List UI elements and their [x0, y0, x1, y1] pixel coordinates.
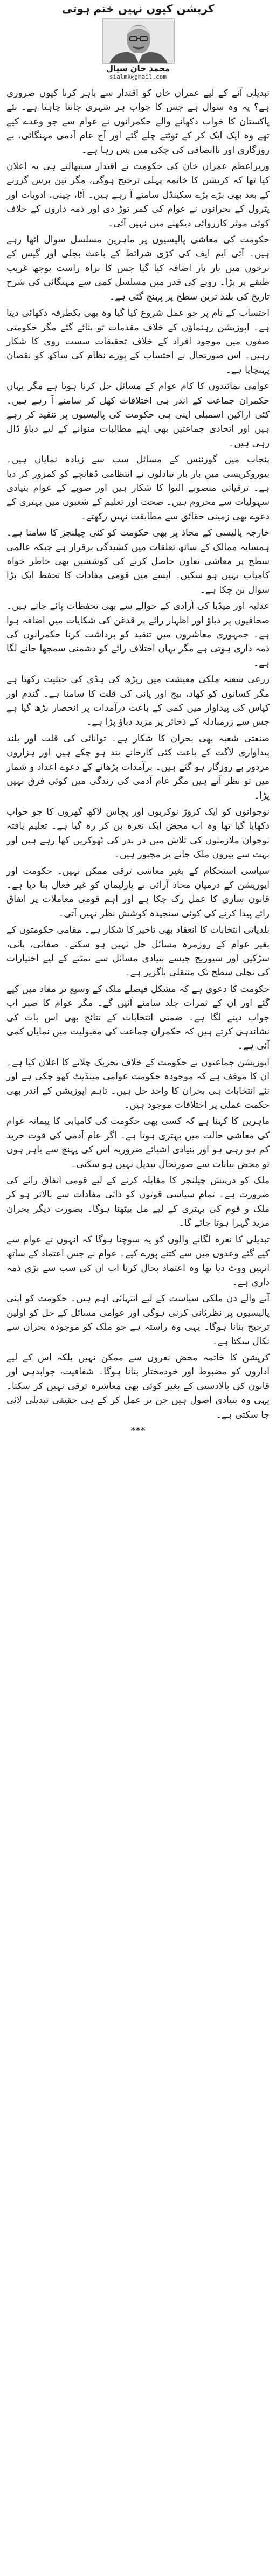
article-paragraph: زرعی شعبہ ملکی معیشت میں ریڑھ کی ہڈی کی حیثیت رکھتا ہے مگر کسانوں کو کھاد، بیج اور پانی کی قلت کا سامنا ہے۔ گندم اور کپاس کی پیداوار میں کمی کے باعث درآمدات پر انحصار بڑھ گیا ہے جس سے زرمبادلہ کے ذخائر پر مزید دباؤ پڑا ہے۔: [6, 674, 270, 728]
article-paragraph: کرپشن کا خاتمہ محض نعروں سے ممکن نہیں بلکہ اس کے لیے اداروں کو مضبوط اور خودمختار بنانا ہوگا۔ شفافیت، جوابدہی اور قانون کی بالادستی کے بغیر کوئی بھی معاشرہ ترقی نہیں کر سکتا۔ یہی وہ بنیادی اصول ہیں جن پر عمل کر کے ہی حقیقی تبدیلی لائی جا سکتی ہے۔: [6, 1352, 270, 1420]
article-paragraph: عوامی نمائندوں کا کام عوام کے مسائل حل کرنا ہوتا ہے مگر یہاں حکمران جماعت کے اندر ہی اختلافات کھل کر سامنے آ رہے ہیں۔ کئی اراکین اسمبلی اپنی ہی حکومت کی پالیسیوں پر تنقید کر رہے ہیں اور اتحادی جماعتیں بھی اپنے مطالبات منوانے کے لیے دباؤ ڈال رہی ہیں۔: [6, 381, 270, 449]
article-paragraph: تبدیلی کا نعرہ لگانے والوں کو یہ سوچنا ہوگا کہ انہوں نے عوام سے کیے گئے وعدوں میں سے کتنے پورے کیے۔ عوام نے جس اعتماد کے ساتھ انہیں ووٹ دیا تھا وہ اعتماد بحال کرنا اب ان کی سب سے بڑی ذمہ داری ہے۔: [6, 1234, 270, 1288]
column-title: کرپشن کیوں نہیں ختم ہوتی: [61, 2, 215, 15]
article-paragraph: حکومت کی معاشی پالیسیوں پر ماہرین مسلسل سوال اٹھا رہے ہیں۔ آئی ایم ایف کی کڑی شرائط کے باعث بجلی اور گیس کے نرخوں میں بار بار اضافہ کیا گیا جس کا براہ راست بوجھ غریب طبقے پر پڑا۔ روپے کی قدر میں مسلسل کمی سے مہنگائی کی شرح تاریخ کی بلند ترین سطح پر پہنچ گئی ہے۔: [6, 234, 270, 302]
article-paragraph: خارجہ پالیسی کے محاذ پر بھی حکومت کو کئی چیلنجز کا سامنا ہے۔ ہمسایہ ممالک کے ساتھ تعلقات میں کشیدگی برقرار ہے جبکہ عالمی سطح پر معاشی تعاون حاصل کرنے کی کوششیں بھی خاطر خواہ کامیاب نہیں ہو سکیں۔ ایسے میں قومی مفادات کا تحفظ ایک بڑا سوال بن چکا ہے۔: [6, 527, 270, 595]
end-mark: ***: [130, 1425, 146, 1436]
article-paragraph: اپوزیشن جماعتوں نے حکومت کے خلاف تحریک چلانے کا اعلان کیا ہے۔ ان کا موقف ہے کہ موجودہ حکومت عوامی مینڈیٹ کھو چکی ہے اور نئے انتخابات ہی بحران کا واحد حل ہیں۔ تاہم اپوزیشن کے اندر بھی حکمت عملی پر اختلافات موجود ہیں۔: [6, 1057, 270, 1111]
article-paragraph: وزیراعظم عمران خان کی حکومت نے اقتدار سنبھالتے ہی یہ اعلان کیا تھا کہ کرپشن کا خاتمہ پہلی ترجیح ہوگی، مگر تین برس گزرنے کے بعد بھی بڑے بڑے سکینڈل سامنے آ رہے ہیں۔ آٹا، چینی، ادویات اور پٹرول کے بحرانوں نے عوام کی کمر توڑ دی اور ذمہ داروں کے خلاف کوئی موثر کارروائی دیکھنے میں نہیں آئی۔: [6, 161, 270, 229]
author-name: محمد خان سیال: [106, 64, 170, 73]
author-portrait-image: [103, 19, 174, 63]
article-paragraph: تبدیلی آنے کے لیے عمران خان کو اقتدار سے باہر کرنا کیوں ضروری ہے؟ یہ وہ سوال ہے جس کا جواب ہر شہری جاننا چاہتا ہے۔ نئے پاکستان کا خواب دکھانے والے حکمرانوں نے عوام سے جو وعدے کیے تھے وہ ایک ایک کر کے ٹوٹتے چلے گئے اور آج عام آدمی مہنگائی، بے روزگاری اور ناانصافی کی چکی میں پس رہا ہے۔: [6, 88, 270, 156]
author-photo: [102, 18, 175, 64]
article-paragraph: نوجوانوں کو ایک کروڑ نوکریوں اور پچاس لاکھ گھروں کا جو خواب دکھایا گیا تھا وہ اب محض ایک نعرہ بن کر رہ گیا ہے۔ تعلیم یافتہ نوجوان ملازمتوں کی تلاش میں در بدر کی ٹھوکریں کھا رہے ہیں اور بہت سے بیرون ملک جانے پر مجبور ہیں۔: [6, 806, 270, 860]
article-paragraph: ماہرین کا کہنا ہے کہ کسی بھی حکومت کی کامیابی کا پیمانہ عوام کی معاشی حالت میں بہتری ہوتا ہے۔ اگر عام آدمی کی قوت خرید کم ہو رہی ہو اور بنیادی اشیائے ضروریہ اس کی پہنچ سے باہر ہوں تو محض بیانات سے صورتحال تبدیل نہیں ہو سکتی۔: [6, 1116, 270, 1170]
article-paragraph: آنے والے دن ملکی سیاست کے لیے انتہائی اہم ہیں۔ حکومت کو اپنی پالیسیوں پر نظرثانی کرنی ہوگی اور عوامی مسائل کے حل کو اولین ترجیح بنانا ہوگا۔ یہی وہ راستہ ہے جو ملک کو موجودہ بحران سے نکال سکتا ہے۔: [6, 1293, 270, 1347]
article-paragraph: حکومت کا دعویٰ ہے کہ مشکل فیصلے ملک کے وسیع تر مفاد میں کیے گئے اور ان کے ثمرات جلد سامنے آئیں گے۔ مگر عوام کا صبر اب جواب دینے لگا ہے۔ ضمنی انتخابات کے نتائج بھی اس بات کی نشاندہی کرتے ہیں کہ حکمران جماعت کی مقبولیت میں نمایاں کمی آئی ہے۔: [6, 983, 270, 1052]
article-paragraph: سیاسی استحکام کے بغیر معاشی ترقی ممکن نہیں۔ حکومت اور اپوزیشن کے درمیان محاذ آرائی نے پارلیمان کو غیر فعال بنا دیا ہے۔ قانون سازی کا عمل رک چکا ہے اور اہم قومی معاملات پر اتفاق رائے پیدا کرنے کی کوئی سنجیدہ کوشش نظر نہیں آتی۔: [6, 865, 270, 919]
article-paragraph: صنعتی شعبہ بھی بحران کا شکار ہے۔ توانائی کی قلت اور بلند پیداواری لاگت کے باعث کئی کارخانے بند ہو چکے ہیں اور ہزاروں مزدور بے روزگار ہو گئے ہیں۔ برآمدات بڑھانے کے دعوے اعداد و شمار میں تو نظر آتے ہیں مگر عام آدمی کی زندگی میں کوئی فرق نہیں پڑا۔: [6, 733, 270, 801]
author-email: sialmk@gmail.com: [109, 73, 167, 80]
article-paragraph: عدلیہ اور میڈیا کی آزادی کے حوالے سے بھی تحفظات پائے جاتے ہیں۔ صحافیوں پر دباؤ اور اظہار رائے پر قدغن کی شکایات میں اضافہ ہوا ہے۔ جمہوری معاشروں میں تنقید کو برداشت کرنا حکمرانوں کی ذمہ داری ہوتی ہے مگر یہاں اختلاف رائے کو دشمنی سمجھا جانے لگا ہے۔: [6, 601, 270, 669]
article-paragraph: پنجاب میں گورننس کے مسائل سب سے زیادہ نمایاں ہیں۔ بیوروکریسی میں بار بار تبادلوں نے انتظامی ڈھانچے کو کمزور کر دیا ہے۔ ترقیاتی منصوبے التوا کا شکار ہیں اور صوبے کے عوام بنیادی سہولیات سے محروم ہیں۔ صحت اور تعلیم کے شعبوں میں بہتری کے دعوے بھی زمینی حقائق سے مطابقت نہیں رکھتے۔: [6, 454, 270, 522]
column-header: [0, 0, 276, 81]
article-paragraph: احتساب کے نام پر جو عمل شروع کیا گیا وہ بھی یکطرفہ دکھائی دیتا ہے۔ اپوزیشن رہنماؤں کے خلاف مقدمات تو بنائے گئے مگر حکومتی صفوں میں موجود افراد کے خلاف تحقیقات سست روی کا شکار رہیں۔ اس صورتحال نے احتساب کے پورے نظام کی ساکھ کو نقصان پہنچایا ہے۔: [6, 308, 270, 376]
article-body: [6, 86, 270, 2572]
article-paragraph: بلدیاتی انتخابات کا انعقاد بھی تاخیر کا شکار ہے۔ مقامی حکومتوں کے بغیر عوام کے روزمرہ مسائل حل نہیں ہو سکتے۔ صفائی، پانی، سڑکیں اور سیوریج جیسے بنیادی مسائل سے نمٹنے کے لیے اختیارات کی نچلی سطح تک منتقلی ناگزیر ہے۔: [6, 925, 270, 978]
article-paragraph: ملک کو درپیش چیلنجز کا مقابلہ کرنے کے لیے قومی اتفاق رائے کی ضرورت ہے۔ تمام سیاسی قوتوں کو ذاتی مفادات سے بالاتر ہو کر ملک و قوم کی بہتری کے لیے مل بیٹھنا ہوگا۔ بصورت دیگر بحران مزید گہرا ہوتا جائے گا۔: [6, 1175, 270, 1229]
